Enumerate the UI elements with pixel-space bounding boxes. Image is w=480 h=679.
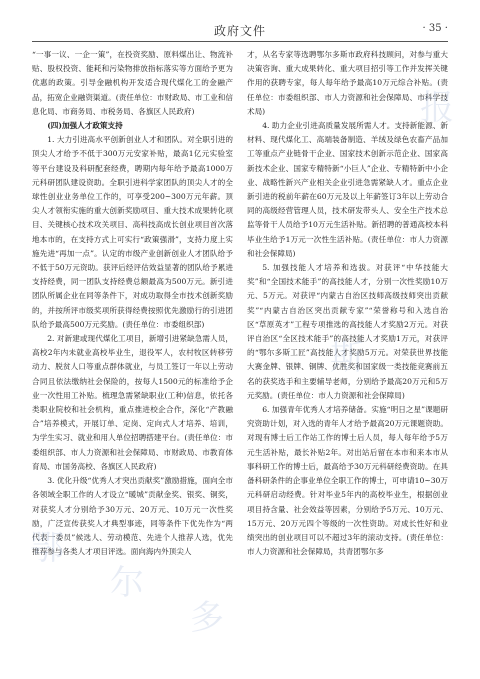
paragraph: 才，从名专家等选聘鄂尔多斯市政府科技顾问，对参与重大决策咨询、重大成果转化、重大项目招引等工作并发挥关键作用的获聘专家，每人每年给予最高10万元综合补贴。(责任单位：市委组织部、市人力资源和社会保障局、市科学技术局) (247, 50, 448, 116)
watermark-char: 尔 (110, 563, 144, 603)
paragraph: “一事一议、一企一策”，在投资奖励、原料煤出让、物流补贴、股权投资、能耗和污染物排放指标落实等方面给予更为优惠的政策。引导金融机构开发适合现代煤化工的金融产品，拓宽企业融资渠道。(责任单位：市财政局、市工业和信息化局、市商务局、市税务局、各旗区人民政府) (32, 50, 233, 116)
right-column (247, 48, 448, 669)
watermark-char: 多 (190, 598, 224, 638)
page-number: · 35 · (422, 23, 448, 34)
left-column (32, 48, 233, 669)
header-rule (32, 41, 448, 42)
paragraph: 6. 加强青年优秀人才培养储备。实施“明日之星”课题研究资助计划，对入选的青年人才给予最高20万元课题资助。对现有博士后工作站工作的博士后人员，每人每年给予5万元生活补贴，最长补贴2年。对出站后留在本市和来本市从事科研工作的博士后，最高给予30万元科研经费资助。在具备科研条件的企事业单位全职工作的博士，可申请10~30万元科研启动经费。针对毕业5年内的高校毕业生，根据创业项目持含量、社会效益等因素，分别给予5万元、10万元、15万元、20万元四个等级的一次性资助。对成长性好和业绩突出的创业项目可以不超过3年的滚动支持。(责任单位：市人力资源和社会保障局，共青团鄂尔多 (247, 405, 448, 557)
two-column-body (32, 48, 448, 669)
paragraph: 5. 加强技能人才培养和选拔。对获评“中华技能大奖”和“全国技术能手”的高技能人才，分别一次性奖励10万元、5万元。对获评“内蒙古自治区技师高级技师突出贡献奖”“内蒙古自治区突出贡献专家”“荣誉称号和入选自治区“草原英才”工程专项推选的高技能人才奖励2万元。对获评自治区“全区技术能手”的高技能人才奖励1万元，对获评的“鄂尔多斯工匠”高技能人才奖励5万元。对荣获世界技能大赛金牌、银牌、铜牌、优胜奖和国家级一类技能竞赛前五名的获奖选手和主要辅导老师，分别给予最高20万元和5万元奖励。(责任单位：市人力资源和社会保障局) (247, 263, 448, 400)
paragraph: 4. 助力企业引进高质量发展所需人才。支持新能源、新材料、现代煤化工、高端装备制造、羊绒及绿色农畜产品加工等重点产业链骨干企业、国家技术创新示范企业、国家高新技术企业、国家专精特新“小巨人”企业、专精特新中小企业、战略性新兴产业相关企业引进急需紧缺人才。重点企业新引进的税前年薪在60万元及以上年薪签订3年以上劳动合同的高级经营管理人员，技术研发带头人、安全生产技术总监等骨干人员给予10万元生活补贴。新招聘的普通高校本科毕业生给予1万元一次性生活补贴。(责任单位：市人力资源和社会保障局) (247, 121, 448, 258)
section-heading: (四)加强人才政策支持 (47, 121, 123, 131)
page-header (32, 22, 448, 42)
paragraph: 1. 大力引进高水平创新创业人才和团队。对全职引进的顶尖人才给予不低于300万元安家补贴，最高1亿元实验室等平台建设及科研配套经费，聘期内每年给予最高1000万元科研团队建设资助。全职引进科学家团队的顶尖人才的全球性创业业务单位工作的，可享受200~300万元年薪。顶尖人才领衔实施的重大创新奖励项目、重大技术成果转化项目、关键核心技术攻关项目、高科技高成长创业项目首次落地本市的，在支持方式上可实行“政策强滑”，支持力度上实施先进“再加一点”。认定的市级产业创新创业人才团队给予不低于50万元资助。获评后经评估效益显著的团队给予累进支持经费，同一团队支持经费总额最高为500万元。新引进团队所属企业在同等条件下，对成功取得全市技术创新奖励的，并按所评市级奖项所获得经费按照优先激励行的引进团队给予最高500万元奖励。(责任单位：市委组织部) (32, 135, 233, 329)
watermark-char: 报 (420, 88, 454, 128)
paragraph: 2. 对新建或现代煤化工项目，新增引进紧缺急需人员，高校2年内未就业高校毕业生，退役军人，农村牧区转移劳动力、脱贫人口等重点群体就业，与员工签订一年以上劳动合同且依法缴纳社会保险的，按每人1500元的标准给予企业一次性用工补贴。梳理急需紧缺职业(工种)信息，依托各类职业院校和社会机构，重点推进校企合作，深化“产教融合”培养模式，开展订单、定岗、定向式人才培养、培训，为学生实习、就业和用人单位招聘搭建平台。(责任单位：市委组织部、市人力资源和社会保障局、市财政局、市教育体育局、市国务高校、各旗区人民政府) (32, 334, 233, 471)
running-title: 政府文件 (213, 24, 266, 38)
paragraph: 3. 优化升级“优秀人才突出贡献奖”激励措施，面向全市各领域全职工作的人才设立“暖城”贡献金奖、银奖、铜奖，对获奖人才分别给予30万元、20万元、10万元一次性奖励，广泛宣传获奖人才典型事迹，同等条件下优先作为“两代表一委员”候选人、劳动模范、先进个人推荐人选，优先推荐参与各类人才项目评选。面向海内外顶尖人 (32, 476, 233, 557)
watermark-char: 鄂 (30, 528, 64, 568)
watermark-char: 斯 (330, 338, 364, 378)
